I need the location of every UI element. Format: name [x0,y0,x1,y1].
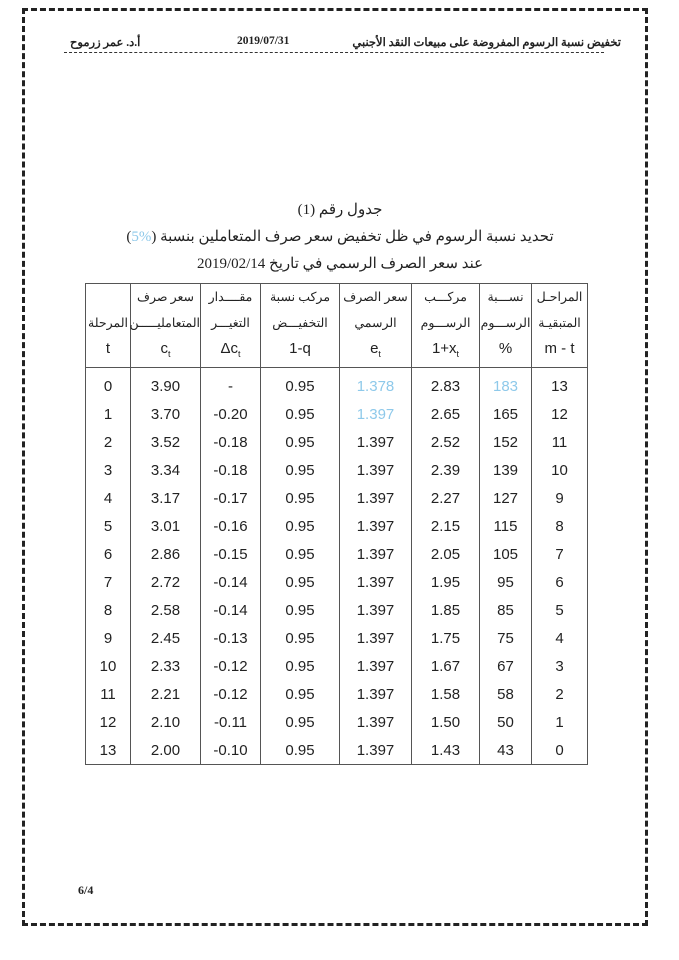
table-cell-pct: 115 [480,512,532,540]
column-header-symbol-subscript: t [378,349,381,359]
table-cell-dct: -0.12 [201,652,261,680]
table-cell-mt: 13 [532,368,588,401]
table-cell-t: 11 [86,680,131,708]
table-cell-q: 0.95 [261,456,340,484]
table-cell-t: 1 [86,400,131,428]
column-header-symbol-base: % [498,340,513,357]
table-cell-dct: -0.16 [201,512,261,540]
column-header-symbol-base: t [105,340,111,357]
column-header-symbol [340,336,411,367]
table-cell-et: 1.397 [340,512,412,540]
column-header-symbol [412,336,479,367]
table-cell-et: 1.397 [340,540,412,568]
table-header-row [86,284,588,368]
table-cell-dct: - [201,368,261,401]
table-cell-et: 1.397 [340,736,412,765]
table-cell-et: 1.397 [340,568,412,596]
column-header-label-line1: مركب نسبة [269,290,331,304]
column-header-symbol [131,336,200,367]
table-cell-x: 1.43 [412,736,480,765]
table-cell-et: 1.397 [340,652,412,680]
table-cell-dct: -0.14 [201,596,261,624]
table-cell-ct: 2.10 [131,708,201,736]
table-cell-t: 7 [86,568,131,596]
column-header-symbol [480,336,531,367]
column-header-symbol-subscript: t [456,349,460,359]
table-cell-t: 4 [86,484,131,512]
table-cell-et: 1.397 [340,708,412,736]
table-cell-ct: 3.34 [131,456,201,484]
table-cell-t: 3 [86,456,131,484]
table-cell-dct: -0.13 [201,624,261,652]
table-cell-mt: 5 [532,596,588,624]
table-cell-q: 0.95 [261,368,340,401]
table-cell-pct: 50 [480,708,532,736]
table-cell-ct: 3.01 [131,512,201,540]
table-cell-q: 0.95 [261,708,340,736]
table-cell-pct: 43 [480,736,532,765]
table-row [86,680,588,708]
column-header-symbol [201,336,260,367]
table-title-suffix: ) [126,229,132,245]
table-cell-x: 1.75 [412,624,480,652]
table-cell-x: 1.58 [412,680,480,708]
table-cell-t: 2 [86,428,131,456]
table-row [86,736,588,765]
table-cell-pct: 58 [480,680,532,708]
column-header-label-line2: الرسمي [354,316,397,330]
table-cell-q: 0.95 [261,568,340,596]
table-cell-mt: 9 [532,484,588,512]
table-cell-q: 0.95 [261,652,340,680]
border-bottom [22,923,648,926]
table-cell-ct: 3.90 [131,368,201,401]
table-cell-et: 1.397 [340,428,412,456]
table-cell-x: 2.27 [412,484,480,512]
table-cell-dct: -0.18 [201,456,261,484]
column-header-symbol-subscript: t [238,349,241,359]
table-cell-et: 1.397 [340,624,412,652]
table-row [86,428,588,456]
column-header-label-line1: مقــــدار [208,290,253,304]
table-cell-dct: -0.10 [201,736,261,765]
table-cell-mt: 8 [532,512,588,540]
table-cell-pct: 139 [480,456,532,484]
table-cell-mt: 11 [532,428,588,456]
table-cell-et: 1.378 [340,368,412,401]
table-cell-pct: 165 [480,400,532,428]
table-cell-mt: 1 [532,708,588,736]
column-header [261,284,340,368]
table-cell-q: 0.95 [261,624,340,652]
column-header [86,284,131,368]
table-cell-ct: 2.00 [131,736,201,765]
table-cell-q: 0.95 [261,596,340,624]
table-cell-t: 9 [86,624,131,652]
table-cell-ct: 2.86 [131,540,201,568]
table-cell-dct: -0.12 [201,680,261,708]
table-cell-pct: 85 [480,596,532,624]
table-cell-dct: -0.17 [201,484,261,512]
page-number: 6/4 [78,883,94,897]
table-cell-mt: 12 [532,400,588,428]
table-row [86,568,588,596]
table-cell-x: 2.05 [412,540,480,568]
header-author: أ.د. عمر زرموح [70,37,141,49]
column-header-symbol-base: c [160,340,168,357]
table-cell-ct: 2.58 [131,596,201,624]
header-title: تخفيض نسبة الرسوم المفروضة على مبيعات النقد الأجنبي [352,37,621,49]
table-row [86,456,588,484]
table-cell-pct: 152 [480,428,532,456]
column-header [480,284,532,368]
table-title-highlight: %5 [131,229,152,245]
table-cell-ct: 3.52 [131,428,201,456]
table-body [86,368,588,765]
table-cell-ct: 2.45 [131,624,201,652]
table-cell-mt: 2 [532,680,588,708]
table-cell-dct: -0.18 [201,428,261,456]
table-cell-q: 0.95 [261,680,340,708]
table-cell-mt: 7 [532,540,588,568]
table-cell-mt: 10 [532,456,588,484]
table-cell-q: 0.95 [261,736,340,765]
column-header-label-line2: الرســـوم [420,316,471,330]
column-header-symbol-base: e [370,340,379,357]
table-cell-t: 5 [86,512,131,540]
column-header-label-line1: مركـــب [424,290,467,304]
header-divider [64,52,604,53]
table-cell-q: 0.95 [261,540,340,568]
column-header-symbol-base: 1+x [431,340,457,357]
column-header-label-line2: التخفيـــض [272,316,328,330]
table-row [86,368,588,401]
table-row [86,652,588,680]
column-header-symbol-subscript: t [167,349,171,359]
table-cell-dct: -0.20 [201,400,261,428]
table-cell-ct: 3.70 [131,400,201,428]
table-row [86,540,588,568]
column-header-symbol-base: m - t [544,340,575,357]
table-row [86,400,588,428]
column-header-symbol [86,336,130,367]
table-cell-dct: -0.11 [201,708,261,736]
table-cell-x: 2.83 [412,368,480,401]
column-header [532,284,588,368]
table-cell-x: 1.67 [412,652,480,680]
table-cell-t: 6 [86,540,131,568]
column-header-label-line2: المتعامليـــــن [129,316,200,330]
table-cell-ct: 2.72 [131,568,201,596]
column-header-label-line2: التغيـــر [211,316,250,330]
table-cell-x: 2.15 [412,512,480,540]
table-cell-t: 13 [86,736,131,765]
table-cell-x: 2.39 [412,456,480,484]
table-cell-t: 0 [86,368,131,401]
table-cell-pct: 105 [480,540,532,568]
table-cell-et: 1.397 [340,400,412,428]
table-row [86,512,588,540]
column-header [131,284,201,368]
table-title-prefix: تحديد نسبة الرسوم في ظل تخفيض سعر صرف المتعاملين بنسبة ( [151,229,554,245]
table-cell-pct: 95 [480,568,532,596]
table-row [86,624,588,652]
border-left [22,8,25,926]
table-cell-et: 1.397 [340,680,412,708]
table-cell-dct: -0.14 [201,568,261,596]
header-date: 2019/07/31 [237,35,290,47]
table-cell-ct: 3.17 [131,484,201,512]
table-cell-pct: 127 [480,484,532,512]
table-cell-pct: 183 [480,368,532,401]
table-cell-x: 1.95 [412,568,480,596]
table-cell-et: 1.397 [340,596,412,624]
column-header-symbol-base: Δc [220,340,238,357]
column-header-label-line1: سعر الصرف [343,290,408,304]
column-header-label-line1: المراحـل [536,290,583,304]
table-cell-x: 2.65 [412,400,480,428]
table-cell-ct: 2.33 [131,652,201,680]
table-cell-q: 0.95 [261,512,340,540]
table-cell-q: 0.95 [261,400,340,428]
column-header-symbol [261,336,339,367]
table-cell-q: 0.95 [261,428,340,456]
table-cell-x: 1.50 [412,708,480,736]
table-number-caption: جدول رقم (1) [297,202,383,218]
table-row [86,484,588,512]
table-cell-ct: 2.21 [131,680,201,708]
table-cell-mt: 4 [532,624,588,652]
table-cell-t: 10 [86,652,131,680]
table-cell-t: 12 [86,708,131,736]
column-header [340,284,412,368]
column-header-label-line1: نســـبة [487,290,524,304]
column-header-symbol-base: 1-q [289,340,311,357]
table-cell-q: 0.95 [261,484,340,512]
column-header-label-line2: المرحلة [88,316,128,330]
table-cell-mt: 0 [532,736,588,765]
table-cell-t: 8 [86,596,131,624]
column-header-label-line2: المتبقيـة [538,316,581,330]
table-cell-et: 1.397 [340,456,412,484]
column-header-label-line1: سعر صرف [137,290,194,304]
table-cell-pct: 67 [480,652,532,680]
column-header [412,284,480,368]
table-cell-x: 2.52 [412,428,480,456]
table-row [86,596,588,624]
table-title [80,227,600,246]
column-header-label-line2: الرســـوم [480,316,531,330]
table-cell-et: 1.397 [340,484,412,512]
table-cell-pct: 75 [480,624,532,652]
table-cell-mt: 6 [532,568,588,596]
table-row [86,708,588,736]
table-cell-dct: -0.15 [201,540,261,568]
border-top [22,8,648,11]
data-table [85,283,588,765]
border-right [645,8,648,926]
table-cell-x: 1.85 [412,596,480,624]
table-cell-mt: 3 [532,652,588,680]
table-subtitle: عند سعر الصرف الرسمي في تاريخ 2019/02/14 [196,256,484,272]
column-header-symbol [532,336,587,367]
column-header [201,284,261,368]
